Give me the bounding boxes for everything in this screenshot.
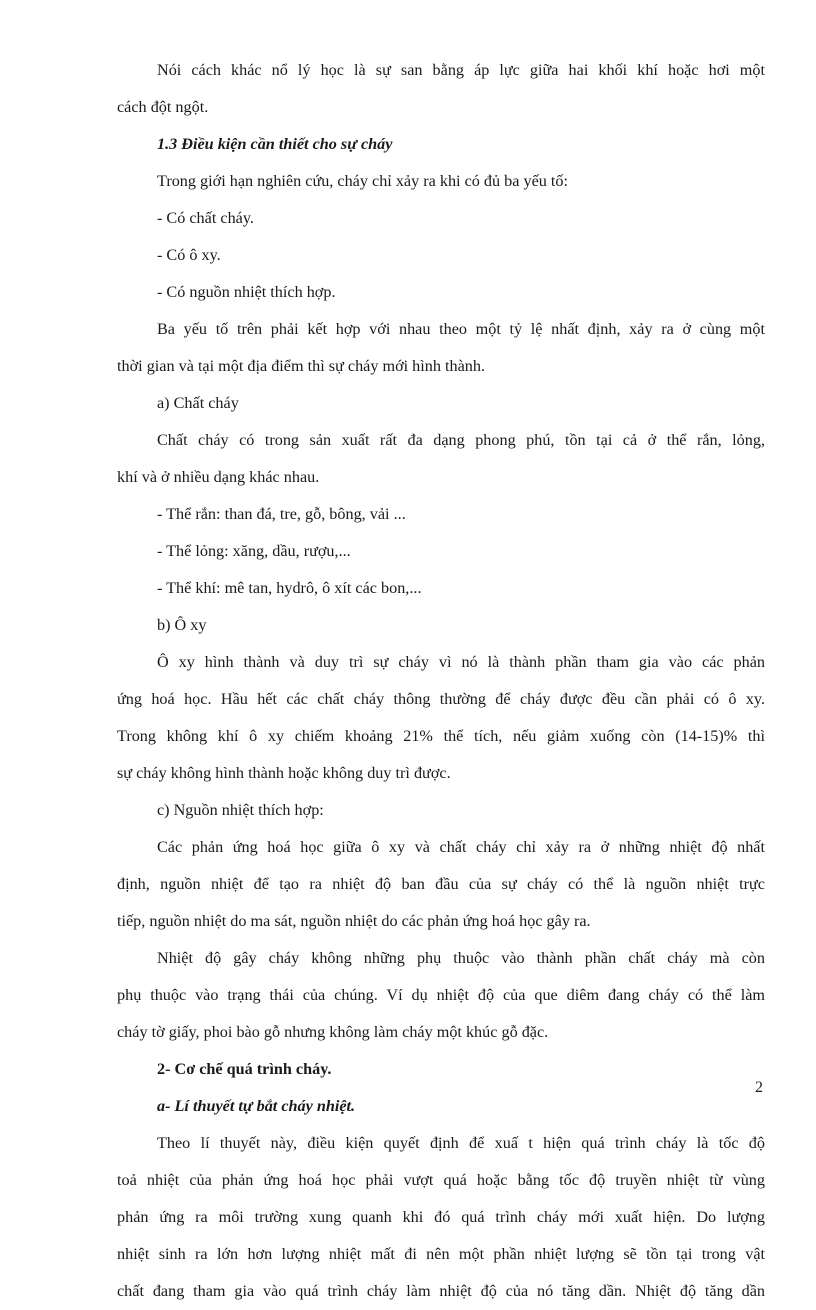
text-line: a) Chất cháy [157,394,239,412]
text-line: thời gian và tại một địa điểm thì sự cháy mới hình thành. [117,357,486,375]
text-line: - Có nguồn nhiệt thích hợp. [157,283,336,301]
text-line: phụ thuộc vào trạng thái của chúng. Ví dụ nhiệt độ của que diêm đang cháy có thể làm [117,986,765,1004]
document-body [117,52,765,1310]
text-line: a- Lí thuyết tự bắt cháy nhiệt. [157,1097,356,1115]
text-line: ứng hoá học. Hầu hết các chất cháy thông thường để cháy được đều cần phải có ô xy. [117,690,765,708]
text-line: nhiệt sinh ra lớn hơn lượng nhiệt mất đi nên một phần nhiệt lượng sẽ tồn tại trong vật [117,1245,765,1263]
text-line: Theo lí thuyết này, điều kiện quyết định để xuấ t hiện quá trình cháy là tốc độ [157,1134,765,1152]
text-line: cháy tờ giấy, phoi bào gỗ nhưng không làm cháy một khúc gỗ đặc. [117,1023,549,1041]
text-line: Ba yếu tố trên phải kết hợp với nhau theo một tỷ lệ nhất định, xảy ra ở cùng một [157,320,765,338]
text-line: Chất cháy có trong sản xuất rất đa dạng phong phú, tồn tại cả ở thể rắn, lỏng, [157,431,765,449]
text-line: toả nhiệt của phản ứng hoá học phải vượt quá hoặc bằng tốc độ truyền nhiệt từ vùng [117,1171,765,1189]
text-line: Trong không khí ô xy chiếm khoảng 21% thể tích, nếu giảm xuống còn (14-15)% thì [117,727,765,745]
text-line: 2- Cơ chế quá trình cháy. [157,1060,332,1078]
text-line: cách đột ngột. [117,98,209,116]
page-number: 2 [755,1079,763,1096]
text-line: Các phản ứng hoá học giữa ô xy và chất cháy chỉ xảy ra ở những nhiệt độ nhất [157,838,765,856]
text-line: - Có ô xy. [157,246,221,264]
text-line: chất đang tham gia vào quá trình cháy làm nhiệt độ của nó tăng dần. Nhiệt độ tăng dần [117,1282,765,1300]
text-line: sự cháy không hình thành hoặc không duy trì được. [117,764,451,782]
text-line: Ô xy hình thành và duy trì sự cháy vì nó là thành phần tham gia vào các phản [157,653,765,671]
text-line: phản ứng ra môi trường xung quanh khi đó quá trình cháy mới xuất hiện. Do lượng [117,1208,765,1226]
text-line: khí và ở nhiều dạng khác nhau. [117,468,320,486]
text-line: tiếp, nguồn nhiệt do ma sát, nguồn nhiệt do các phản ứng hoá học gây ra. [117,912,591,930]
text-line: - Thể lỏng: xăng, dầu, rượu,... [157,542,351,560]
text-line: Nói cách khác nổ lý học là sự san bằng áp lực giữa hai khối khí hoặc hơi một [157,61,765,79]
text-line: b) Ô xy [157,616,207,634]
text-line: 1.3 Điều kiện cần thiết cho sự cháy [157,135,393,153]
text-line: định, nguồn nhiệt để tạo ra nhiệt độ ban đầu của sự cháy có thể là nguồn nhiệt trực [117,875,765,893]
text-line: - Có chất cháy. [157,209,254,227]
text-line: - Thể rắn: than đá, tre, gỗ, bông, vải ... [157,505,406,523]
text-line: c) Nguồn nhiệt thích hợp: [157,801,324,819]
text-line: Trong giới hạn nghiên cứu, cháy chỉ xảy ra khi có đủ ba yếu tố: [157,172,568,190]
text-line: Nhiệt độ gây cháy không những phụ thuộc vào thành phần chất cháy mà còn [157,949,765,967]
text-line: - Thể khí: mê tan, hydrô, ô xít các bon,... [157,579,422,597]
